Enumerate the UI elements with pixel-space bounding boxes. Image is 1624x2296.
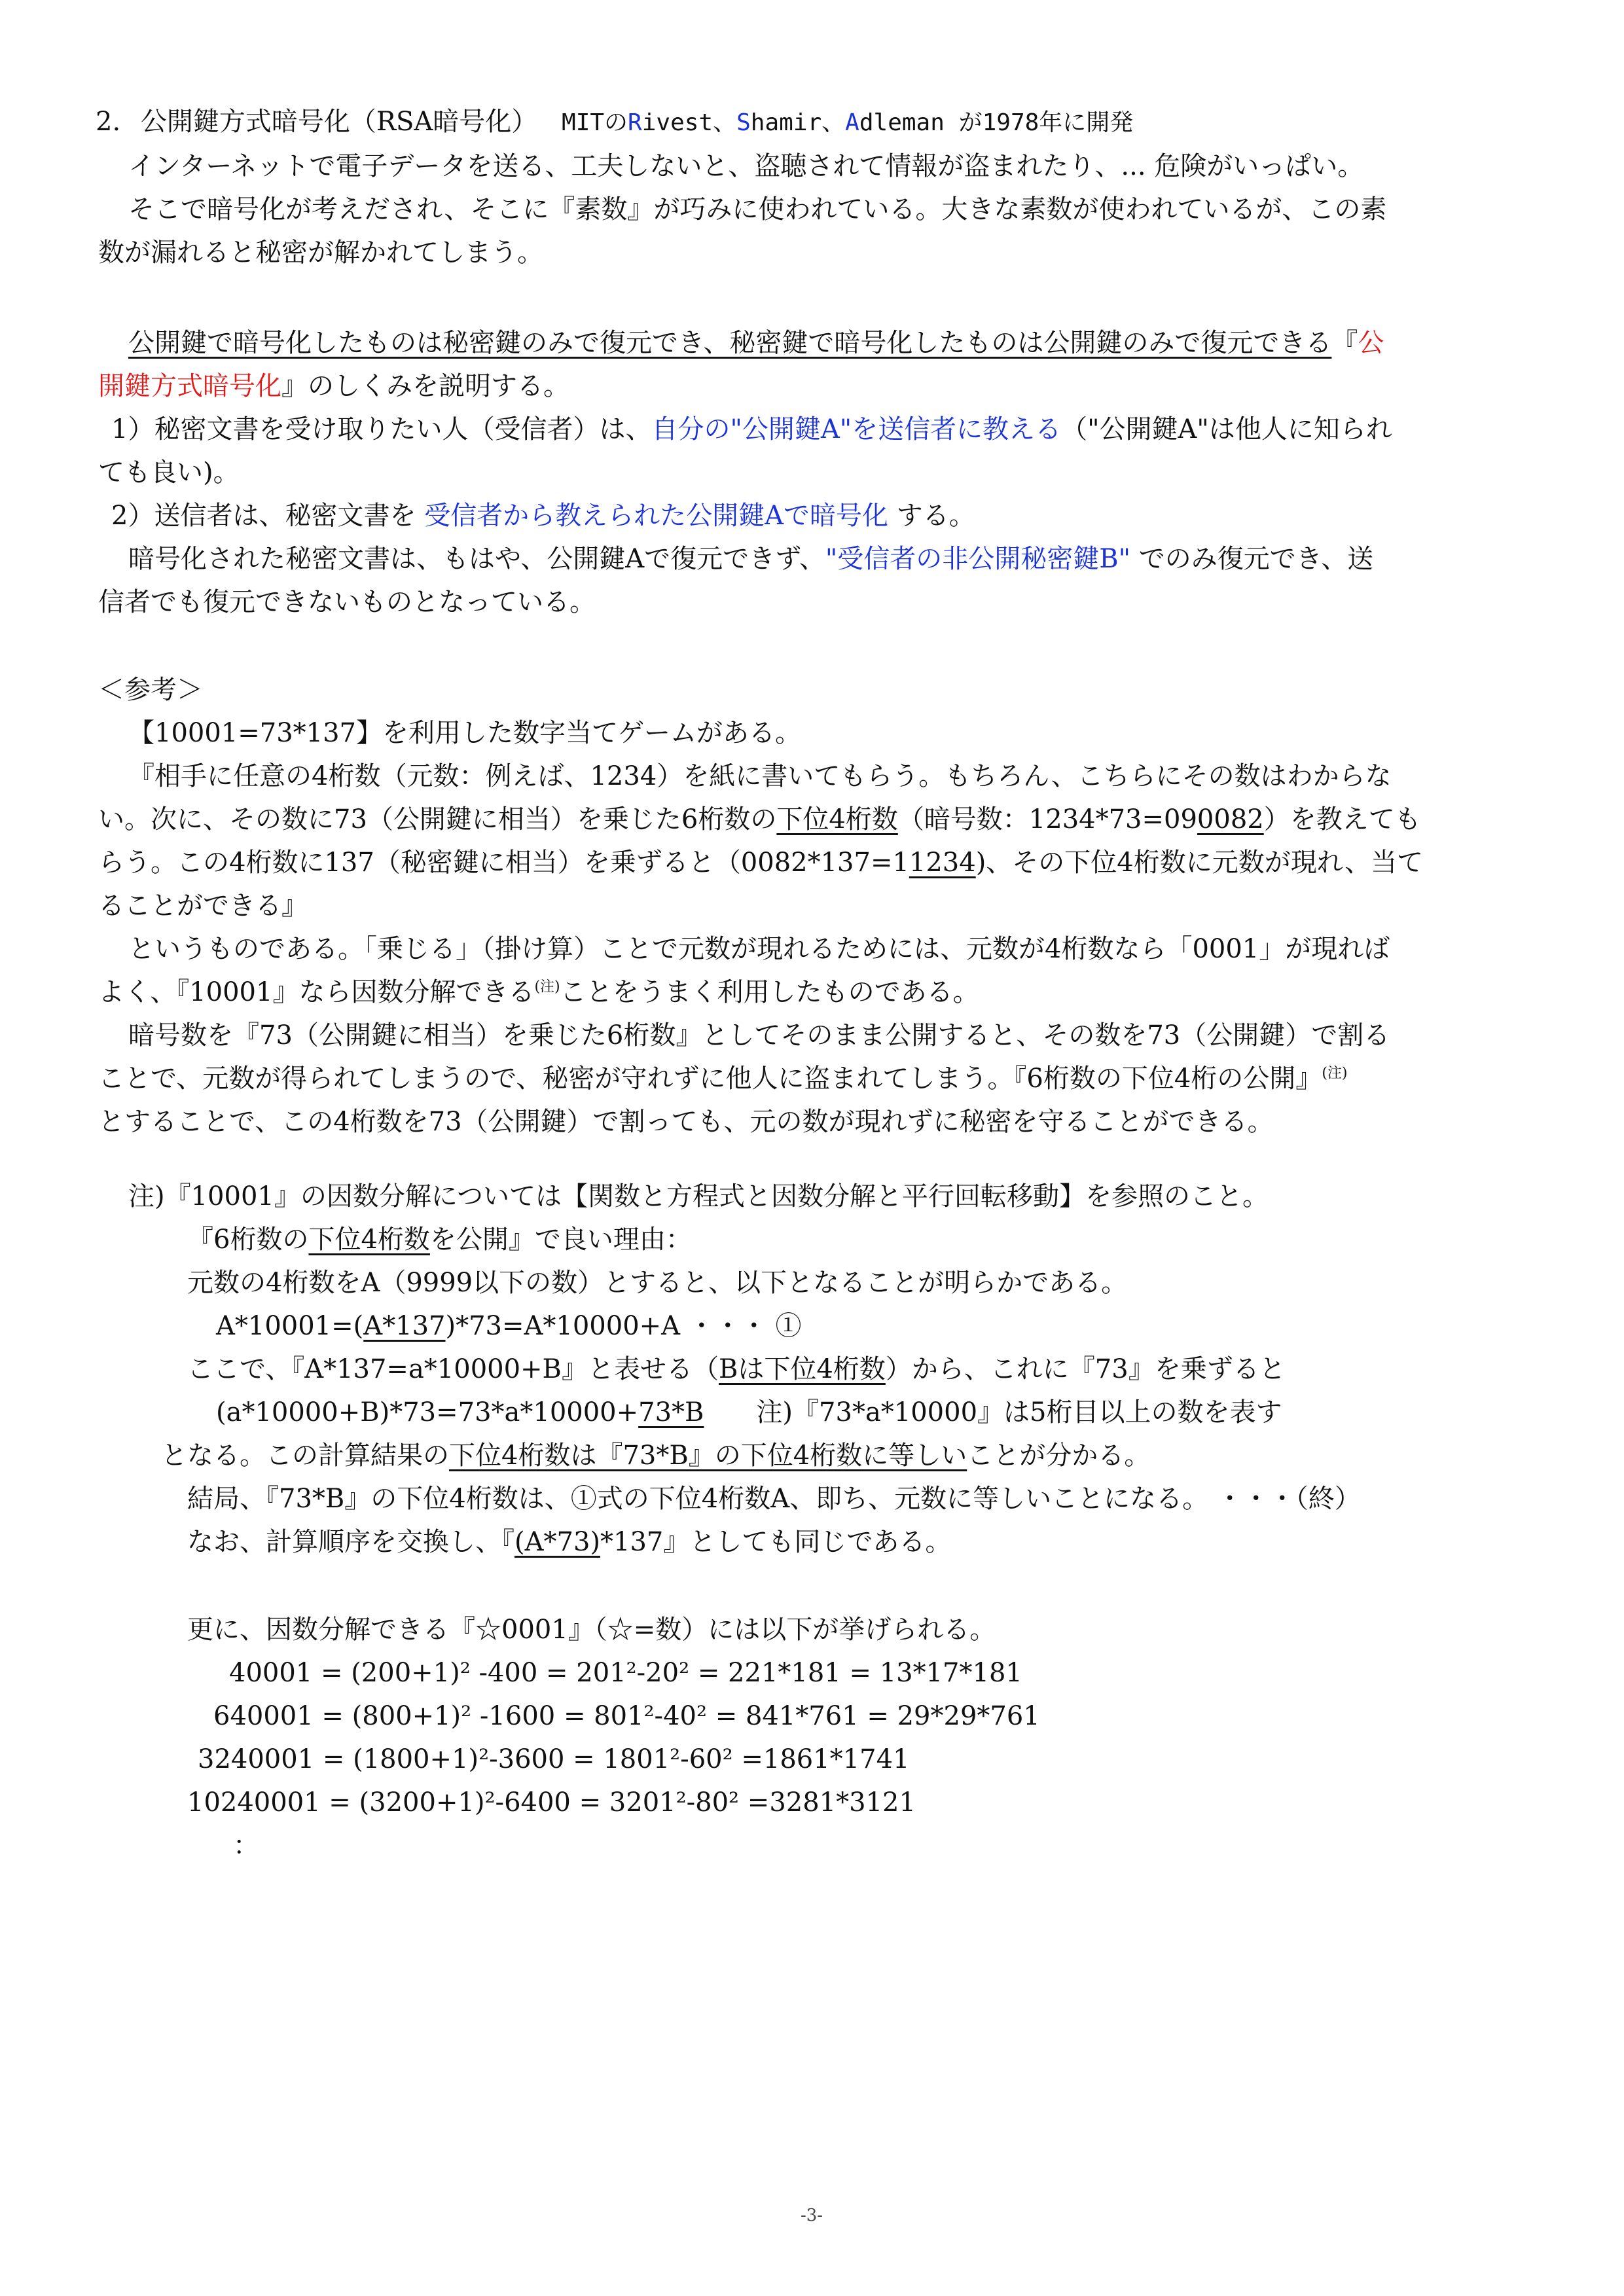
game-intro: 【10001=73*137】を利用した数字当てゲームがある。 [128, 718, 802, 748]
title-note-pre: MITの [562, 109, 628, 136]
n5-a: となる。この計算結果の [161, 1441, 449, 1471]
more-intro: 更に、因数分解できる『☆0001』（☆=数）には以下が挙げられる。 [187, 1615, 996, 1645]
n5-b: ことが分かる。 [967, 1441, 1151, 1471]
explain-5: とすることで、この4桁数を73（公開鍵）で割っても、元の数が現れずに秘密を守ることができる。 [98, 1107, 1274, 1137]
note-5 [161, 1437, 1150, 1474]
step-1-pre: 1）秘密文書を受け取りたい人（受信者）は、 [111, 414, 652, 444]
factor-row: 10240001 = (3200+1)²-6400 = 3201²-80² =3281*3121 [187, 1787, 916, 1818]
step-1 [111, 411, 1392, 448]
title-note-post: が1978年に開発 [958, 109, 1134, 136]
f1-b: )*73=A*10000+A ・・・ ① [445, 1311, 802, 1341]
q2-underline-2: 0082 [1197, 804, 1264, 834]
bracket-open: 『 [1331, 328, 1358, 358]
note-7 [187, 1524, 951, 1560]
n2-b: を公開』で良い理由： [429, 1225, 692, 1255]
q2-c: ）を教えても [1263, 804, 1421, 834]
step-2 [111, 497, 975, 534]
encrypted-pre: 暗号化された秘密文書は、もはや、公開鍵Aで復元できず、 [128, 544, 825, 574]
encrypted-paragraph-continued: 信者でも復元できないものとなっている。 [98, 587, 596, 617]
q3-b: )、その下位4桁数に元数が現れ、当て [975, 848, 1424, 878]
initial-s: S [736, 109, 751, 136]
adleman-rest: dleman [859, 109, 945, 136]
mechanism-line-2-rest: 』のしくみを説明する。 [281, 371, 569, 401]
n4-b: ）から、これに『73』を乗ずると [885, 1354, 1286, 1384]
q2-b: （暗号数：1234*73=09 [897, 804, 1197, 834]
ellipsis: ： [233, 1831, 259, 1861]
step-1-post: （"公開鍵A"は他人に知られ [1061, 414, 1392, 444]
game-quote-3 [98, 844, 1423, 881]
red-term: 開鍵方式暗号化 [98, 371, 281, 401]
explain-1: というものである。「乗じる」（掛け算）ことで元数が現れるためには、元数が4桁数なら「0001」が現れば [128, 934, 1390, 964]
page-number: -3- [800, 2206, 823, 2225]
f2-note: 注)『73*a*10000』は5桁目以上の数を表す [756, 1397, 1282, 1427]
n7-b: *137』としても同じである。 [600, 1527, 952, 1557]
footnote-mark: (注) [534, 978, 560, 996]
title-note [562, 109, 1133, 136]
q2-a: い。次に、その数に73（公開鍵に相当）を乗じた6桁数の [98, 804, 777, 834]
section-number: 2. [96, 107, 121, 137]
step-2-post: する。 [896, 501, 975, 531]
red-term-start: 公 [1358, 328, 1384, 358]
note-1: 注)『10001』の因数分解については【関数と方程式と因数分解と平行回転移動】を参照のこと。 [128, 1181, 1269, 1211]
e2-a: よく、『10001』なら因数分解できる [98, 977, 535, 1007]
note-6: 結局、『73*B』の下位4桁数は、①式の下位4桁数A、即ち、元数に等しいことになる。 ・・・（終） [187, 1484, 1361, 1514]
encrypted-post: でのみ復元でき、送 [1138, 544, 1374, 574]
factor-row: 3240001 = (1800+1)²-3600 = 1801²-60² =1861*1741 [198, 1744, 910, 1774]
n7-underline: (A*73) [514, 1527, 600, 1557]
reference-heading: ＜参考＞ [98, 675, 203, 705]
footnote-mark-2: (注) [1322, 1065, 1348, 1082]
step-1-highlight: 自分の"公開鍵A"を送信者に教える [651, 414, 1062, 444]
n4-a: ここで、『A*137=a*10000+B』と表せる（ [187, 1354, 719, 1384]
initial-r: R [628, 109, 642, 136]
formula-1 [216, 1308, 801, 1344]
mechanism-underlined: 公開鍵で暗号化したものは秘密鍵のみで復元でき、秘密鍵で暗号化したものは公開鍵のみで復元できる [128, 328, 1332, 358]
rivest-rest: ivest、 [641, 109, 737, 136]
game-quote-4: ることができる』 [98, 891, 308, 921]
intro-line-3: 数が漏れると秘密が解かれてしまう。 [98, 238, 543, 268]
game-quote-1: 『相手に任意の4桁数（元数：例えば、1234）を紙に書いてもらう。もちろん、こちらにその数はわからな [128, 761, 1392, 791]
step-2-highlight: 受信者から教えられた公開鍵Aで暗号化 [424, 501, 889, 531]
n2-underline: 下位4桁数 [308, 1225, 430, 1255]
f2-underline: 73*B [638, 1397, 704, 1427]
mechanism-line-1 [128, 325, 1384, 361]
step-1-continued: ても良い)。 [98, 457, 240, 488]
intro-line-1: インターネットで電子データを送る、工夫しないと、盗聴されて情報が盗まれたり、... 危険がいっぱい。 [128, 151, 1364, 181]
explain-4 [98, 1060, 1347, 1097]
f2-a: (a*10000+B)*73=73*a*10000+ [216, 1397, 639, 1427]
encrypted-highlight: "受信者の非公開秘密鍵B" [825, 544, 1131, 574]
n4-underline: Bは下位4桁数 [718, 1354, 886, 1384]
factor-row: 640001 = (800+1)² -1600 = 801²-40² = 841*761 = 29*29*761 [213, 1701, 1040, 1731]
n2-a: 『6桁数の [187, 1225, 309, 1255]
game-quote-2 [98, 801, 1421, 838]
note-3: 元数の4桁数をA（9999以下の数）とすると、以下となることが明らかである。 [187, 1268, 1128, 1298]
explain-2 [98, 974, 979, 1011]
note-2 [187, 1221, 692, 1258]
e4-a: ことで、元数が得られてしまうので、秘密が守れずに他人に盗まれてしまう。『6桁数の下位4桁の公開』 [98, 1064, 1322, 1094]
q3-a: らう。この4桁数に137（秘密鍵に相当）を乗ずると（0082*137=1 [98, 848, 909, 878]
section-heading: 公開鍵方式暗号化（RSA暗号化） [140, 107, 538, 137]
formula-2 [216, 1394, 1282, 1431]
f1-underline: A*137 [363, 1311, 446, 1341]
factor-row: 40001 = (200+1)² -400 = 201²-20² = 221*181 = 13*17*181 [229, 1658, 1022, 1688]
shamir-rest: hamir、 [750, 109, 846, 136]
n5-underline: 下位4桁数は『73*B』の下位4桁数に等しい [449, 1441, 967, 1471]
mechanism-line-2 [98, 368, 569, 404]
encrypted-paragraph [128, 541, 1373, 577]
note-4 [187, 1351, 1286, 1388]
e2-b: ことをうまく利用したものである。 [560, 977, 979, 1007]
step-2-pre: 2）送信者は、秘密文書を [111, 501, 416, 531]
intro-line-2: そこで暗号化が考えだされ、そこに『素数』が巧みに使われている。大きな素数が使われているが、この素 [128, 194, 1387, 224]
q3-underline: 1234 [909, 848, 976, 878]
explain-3: 暗号数を『73（公開鍵に相当）を乗じた6桁数』としてそのまま公開すると、その数を73（公開鍵）で割る [128, 1020, 1390, 1050]
f1-a: A*10001=( [216, 1311, 364, 1341]
section-title [96, 103, 1133, 141]
q2-underline-1: 下位4桁数 [776, 804, 898, 834]
initial-a: A [845, 109, 859, 136]
n7-a: なお、計算順序を交換し、『 [187, 1527, 514, 1557]
